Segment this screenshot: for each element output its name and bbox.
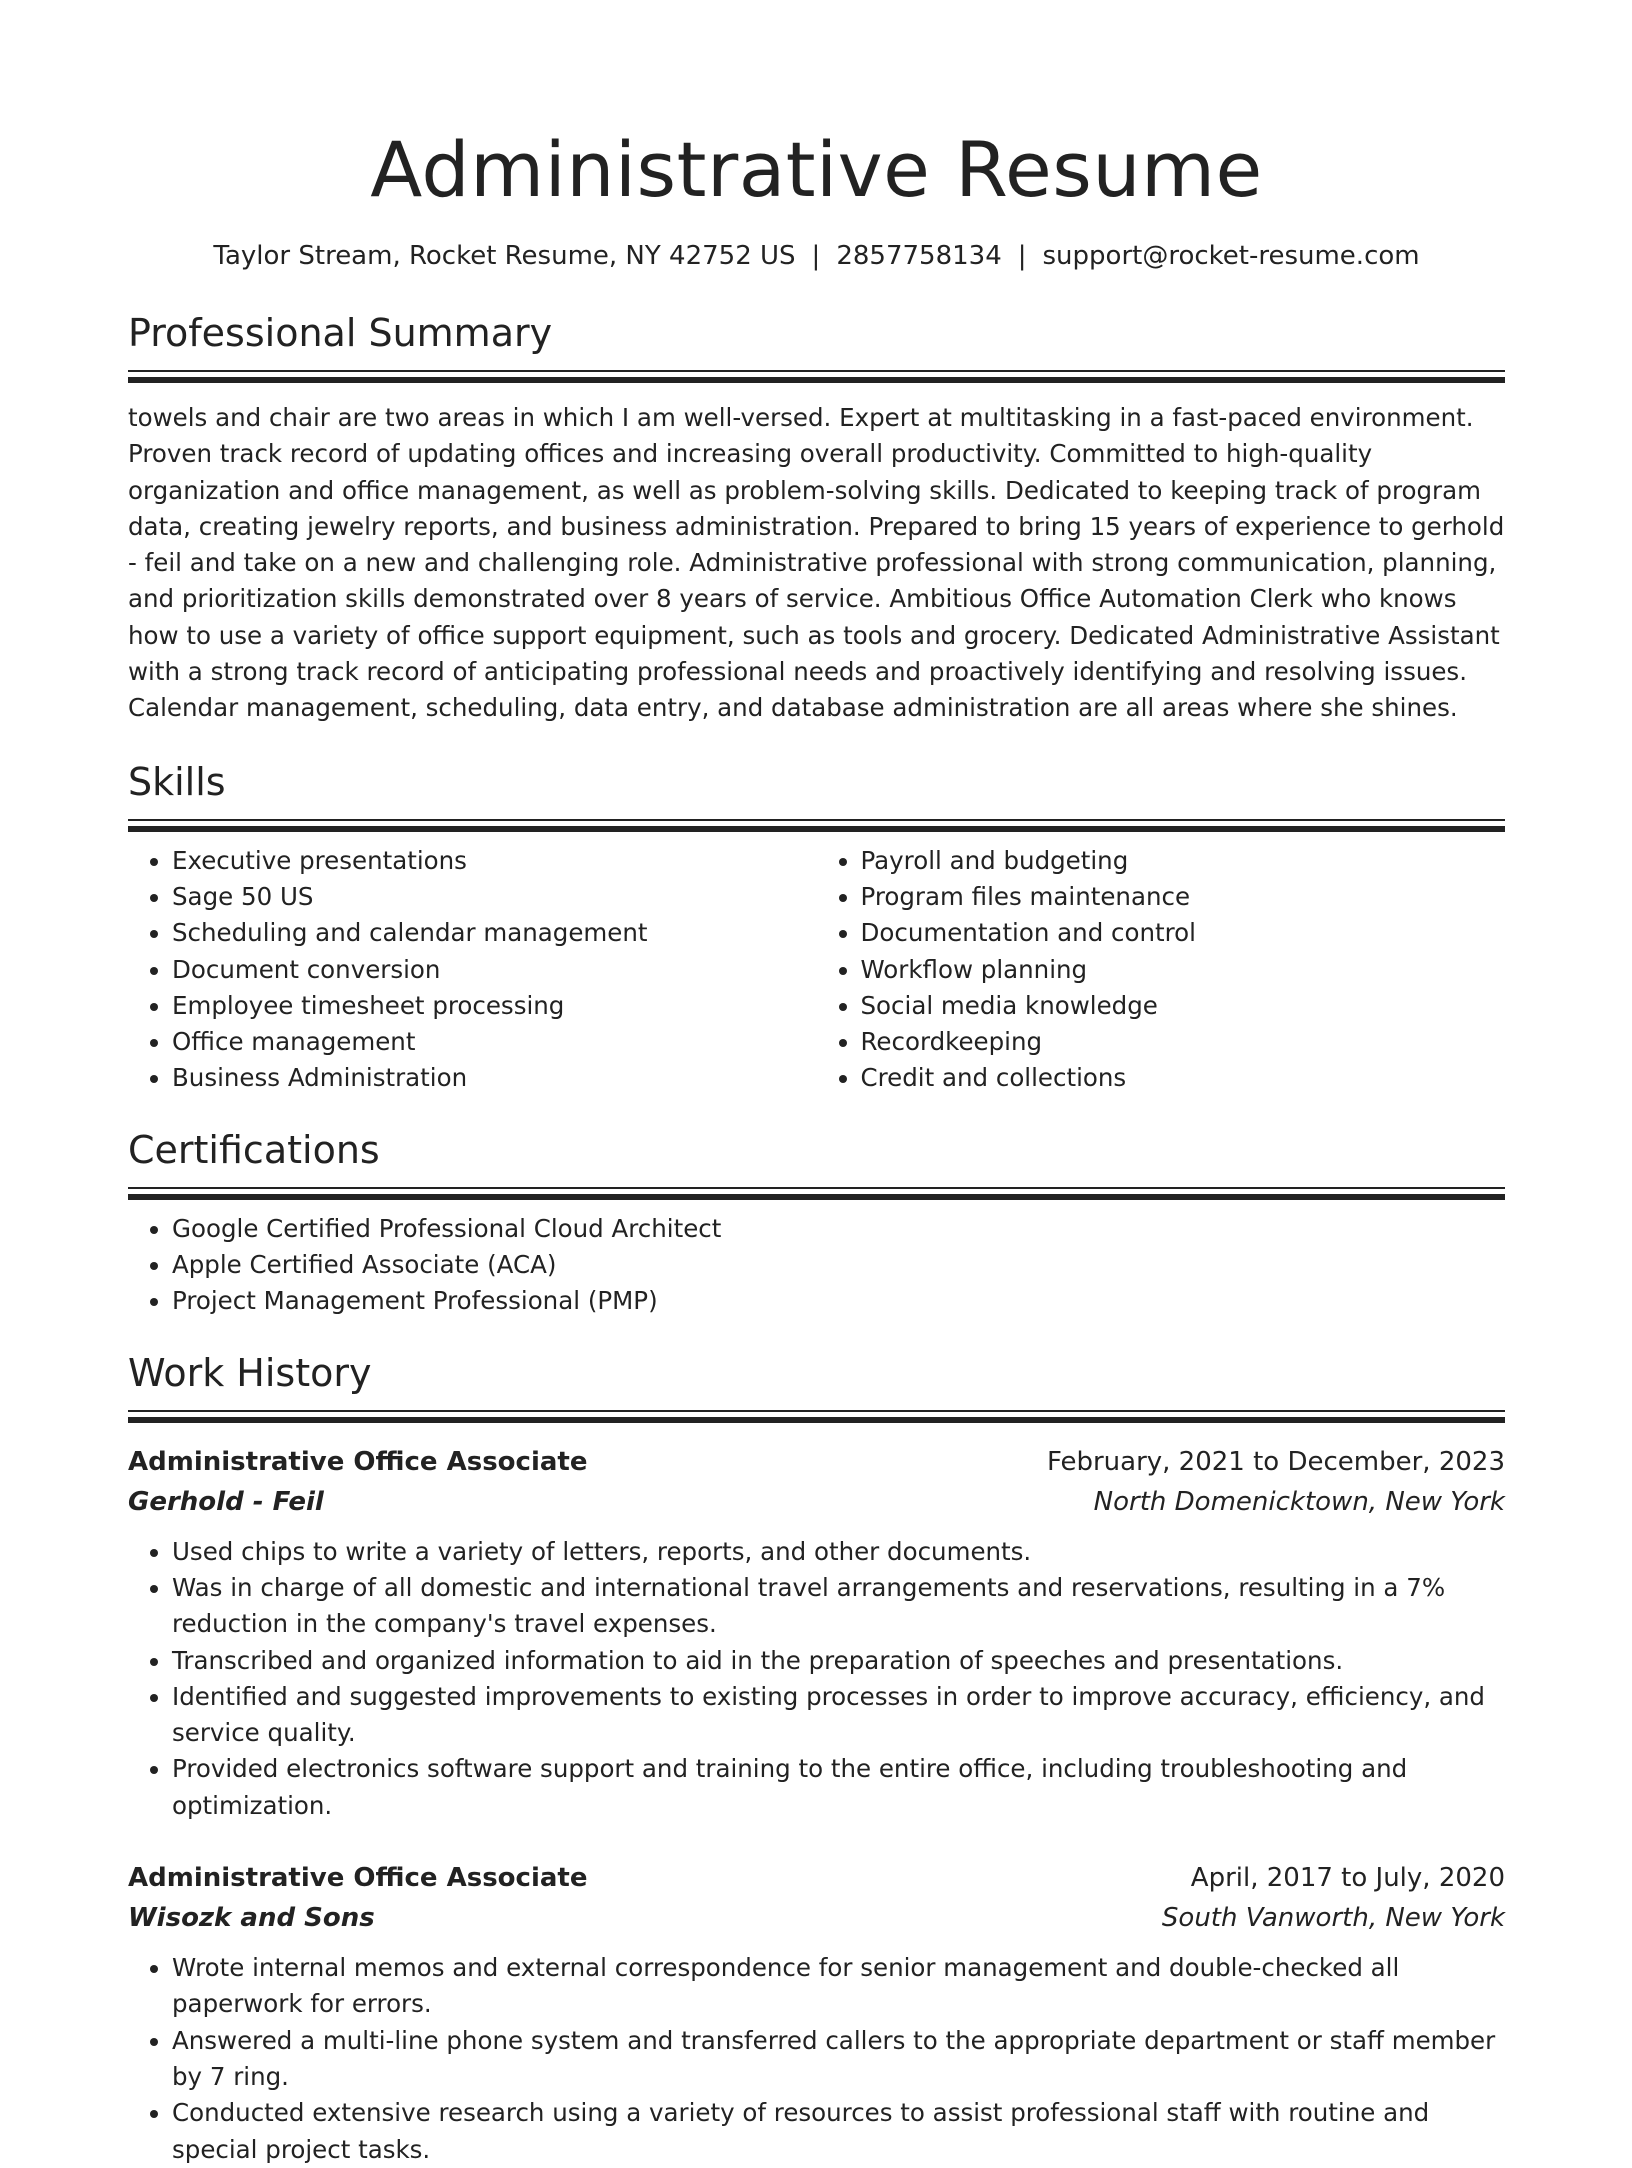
job-location: North Domenicktown, New York: [1093, 1486, 1505, 1517]
skill-item: • Sage 50 US: [172, 879, 817, 915]
job-bullet: • Provided electronics software support and training to the entire office, including troubleshooting and optimization.: [172, 1751, 1505, 1824]
certifications-heading: Certifications: [128, 1127, 380, 1172]
skills-list-right: [817, 843, 1506, 1097]
skill-item: • Documentation and control: [861, 915, 1506, 951]
job-subheader: [128, 1898, 1505, 1938]
job-bullet: • Wrote internal memos and external correspondence for senior management and double-checked all paperwork for errors.: [172, 1950, 1505, 2023]
skill-item: • Document conversion: [172, 952, 817, 988]
skill-item: • Office management: [172, 1024, 817, 1060]
job-title: Administrative Office Associate: [128, 1446, 588, 1477]
skill-item: • Scheduling and calendar management: [172, 915, 817, 951]
contact-separator: |: [811, 241, 821, 271]
job-subheader: [128, 1482, 1505, 1522]
job-bullet: • Used chips to write a variety of letters, reports, and other documents.: [172, 1534, 1505, 1570]
resume-page: [128, 118, 1505, 2168]
certification-item: • Google Certified Professional Cloud Architect: [172, 1211, 1505, 1247]
skill-item: • Social media knowledge: [861, 988, 1506, 1024]
section-divider: [128, 370, 1505, 384]
job-title: Administrative Office Associate: [128, 1863, 588, 1894]
contact-line: [128, 238, 1505, 274]
job-entry: [128, 1858, 1505, 2168]
skills-grid: [128, 843, 1505, 1097]
certification-item: • Project Management Professional (PMP): [172, 1283, 1505, 1319]
contact-phone: 2857758134: [836, 241, 1002, 271]
section-divider: [128, 1187, 1505, 1201]
summary-heading: Professional Summary: [128, 311, 553, 355]
work-history-section: [128, 1348, 1505, 2168]
skill-item: • Payroll and budgeting: [861, 843, 1506, 879]
job-bullet: • Identified and suggested improvements to existing processes in order to improve accuracy, efficiency, and service quality.: [172, 1679, 1505, 1752]
job-bullet: • Transcribed and organized information to aid in the preparation of speeches and presentations.: [172, 1643, 1505, 1679]
job-bullet: • Conducted extensive research using a variety of resources to assist professional staff with routine and special project tasks.: [172, 2095, 1505, 2168]
job-bullets: [128, 1950, 1505, 2168]
job-dates: April, 2017 to July, 2020: [1190, 1863, 1505, 1894]
certification-item: • Apple Certified Associate (ACA): [172, 1247, 1505, 1283]
skill-item: • Recordkeeping: [861, 1024, 1506, 1060]
skill-item: • Employee timesheet processing: [172, 988, 817, 1024]
job-company: Wisozk and Sons: [128, 1903, 375, 1934]
job-entry: [128, 1442, 1505, 1824]
job-location: South Vanworth, New York: [1161, 1903, 1505, 1934]
section-divider: [128, 819, 1505, 833]
section-divider: [128, 1410, 1505, 1424]
summary-section: [128, 308, 1505, 727]
skill-item: • Credit and collections: [861, 1060, 1506, 1096]
certifications-list: [128, 1211, 1505, 1320]
job-header: [128, 1858, 1505, 1898]
job-bullet: • Answered a multi-line phone system and transferred callers to the appropriate department or staff member by 7 ring.: [172, 2023, 1505, 2096]
contact-address: Taylor Stream, Rocket Resume, NY 42752 US: [213, 241, 796, 271]
work-history-heading: Work History: [128, 1350, 372, 1395]
summary-text: towels and chair are two areas in which I am well-versed. Expert at multitasking in a fast-paced environment. Proven track record of updating offices and increasing overall productivity. Committed to high-quality organization and office management, as well as problem-solving skills. Dedicated to keeping track of program data, creating jewelry reports, and business administration. Prepared to bring 15 years of experience to gerhold - feil and take on a new and challenging role. Administrative professional with strong communication, planning, and prioritization skills demonstrated over 8 years of service. Ambitious Office Automation Clerk who knows how to use a variety of office support equipment, such as tools and grocery. Dedicated Administrative Assistant with a strong track record of anticipating professional needs and proactively identifying and resolving issues. Calendar management, scheduling, data entry, and database administration are all areas where she shines.: [128, 403, 1505, 723]
skill-item: • Executive presentations: [172, 843, 817, 879]
contact-email: support@rocket-resume.com: [1042, 241, 1420, 271]
page-title: Administrative Resume: [370, 125, 1263, 214]
job-bullets: [128, 1534, 1505, 1824]
job-bullet: • Was in charge of all domestic and international travel arrangements and reservations, resulting in a 7% reduction in the company's travel expenses.: [172, 1570, 1505, 1643]
skills-heading: Skills: [128, 759, 226, 804]
skill-item: • Business Administration: [172, 1060, 817, 1096]
skills-list-left: [128, 843, 817, 1097]
job-company: Gerhold - Feil: [128, 1486, 324, 1517]
skill-item: • Workflow planning: [861, 952, 1506, 988]
contact-separator: |: [1017, 241, 1027, 271]
skills-section: [128, 757, 1505, 1097]
job-header: [128, 1442, 1505, 1482]
job-dates: February, 2021 to December, 2023: [1046, 1446, 1505, 1477]
skill-item: • Program files maintenance: [861, 879, 1506, 915]
certifications-section: [128, 1125, 1505, 1320]
